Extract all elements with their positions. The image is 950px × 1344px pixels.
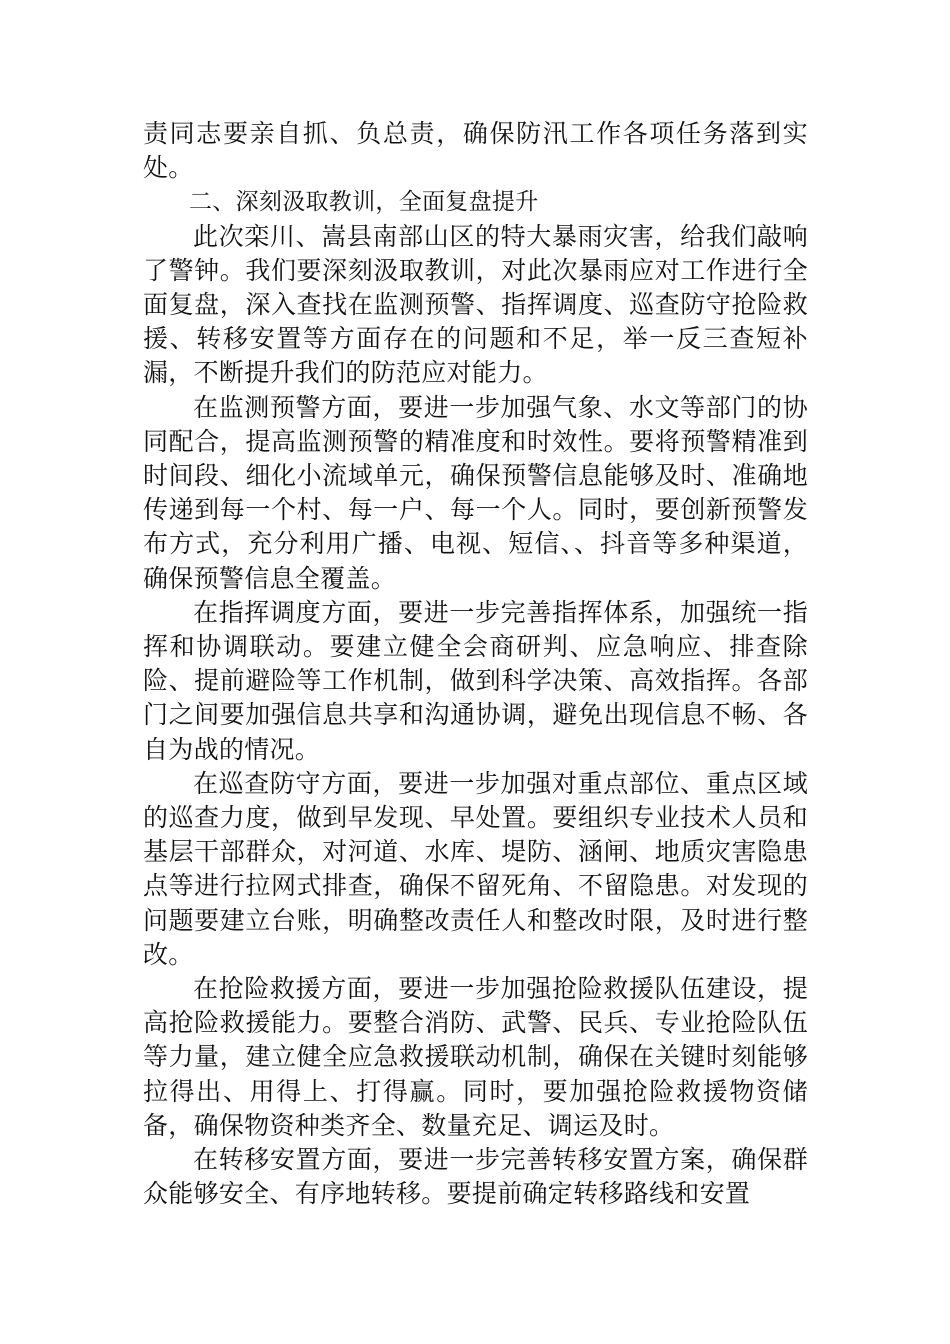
paragraph-patrol-defense: 在巡查防守方面，要进一步加强对重点部位、重点区域的巡查力度，做到早发现、早处置。要组织专业技术人员和基层干部群众，对河道、水库、堤防、涵闸、地质灾害隐患点等进行拉网式排查，确保不留死角、不留隐患。对发现的问题要建立台账，明确整改责任人和整改时限，及时进行整改。 (143, 768, 808, 969)
paragraph-lessons: 此次栾川、嵩县南部山区的特大暴雨灾害，给我们敲响了警钟。我们要深刻汲取教训，对此次暴雨应对工作进行全面复盘，深入查找在监测预警、指挥调度、巡查防守抢险救援、转移安置等方面存在的问题和不足，举一反三查短补漏，不断提升我们的防范应对能力。 (143, 221, 808, 388)
paragraph-command-dispatch: 在指挥调度方面，要进一步完善指挥体系，加强统一指挥和协调联动。要建立健全会商研判、应急响应、排查除险、提前避险等工作机制，做到科学决策、高效指挥。各部门之间要加强信息共享和沟通协调，避免出现信息不畅、各自为战的情况。 (143, 597, 808, 764)
paragraph-monitoring-warning: 在监测预警方面，要进一步加强气象、水文等部门的协同配合，提高监测预警的精准度和时效性。要将预警精准到时间段、细化小流域单元，确保预警信息能够及时、准确地传递到每一个村、每一户、每一个人。同时，要创新预警发布方式，充分利用广播、电视、短信、、抖音等多种渠道，确保预警信息全覆盖。 (143, 392, 808, 593)
paragraph-relocation: 在转移安置方面，要进一步完善转移安置方案，确保群众能够安全、有序地转移。要提前确定转移路线和安置 (143, 1145, 808, 1209)
paragraph-continuation: 责同志要亲自抓、负总责，确保防汛工作各项任务落到实处。 (143, 119, 808, 183)
section-heading: 二、深刻汲取教训，全面复盘提升 (189, 189, 539, 216)
paragraph-rescue: 在抢险救援方面，要进一步加强抢险救援队伍建设，提高抢险救援能力。要整合消防、武警、民兵、专业抢险队伍等力量，建立健全应急救援联动机制，确保在关键时刻能够拉得出、用得上、打得赢。同时，要加强抢险救援物资储备，确保物资种类齐全、数量充足、调运及时。 (143, 974, 808, 1140)
document-page (143, 117, 808, 1212)
